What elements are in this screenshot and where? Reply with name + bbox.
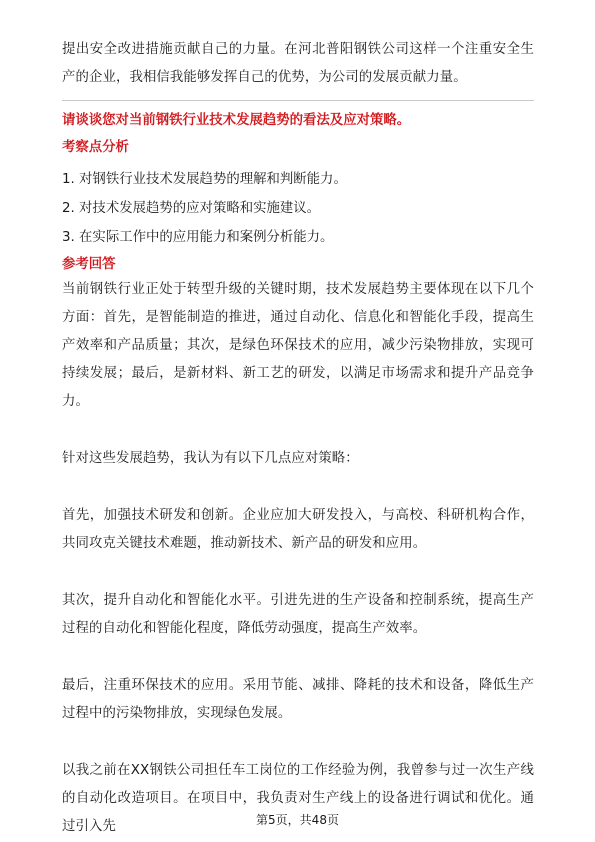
analysis-item-1: 1. 对钢铁行业技术发展趋势的理解和判断能力。 — [62, 172, 347, 187]
analysis-title: 考察点分析 — [62, 140, 129, 155]
paragraph-gap — [62, 473, 534, 502]
answer-paragraph-4: 其次，提升自动化和智能化水平。引进先进的生产设备和控制系统，提高生产过程的自动化和智能化程度，降低劳动强度，提高生产效率。 — [62, 593, 534, 636]
paragraph-gap — [62, 728, 534, 757]
question-heading: 请谈谈您对当前钢铁行业技术发展趋势的看法及应对策略。 — [62, 113, 411, 128]
answer-paragraph-1: 当前钢铁行业正处于转型升级的关键时期，技术发展趋势主要体现在以下几个方面：首先，是智能制造的推进，通过自动化、信息化和智能化手段，提高生产效率和产品质量；其次，是绿色环保技术的应用，减少污染物排放，实现可持续发展；最后，是新材料、新工艺的研发，以满足市场需求和提升产品竞争力。 — [62, 282, 534, 409]
paragraph-gap — [62, 558, 534, 587]
answer-paragraph-3: 首先，加强技术研发和创新。企业应加大研发投入，与高校、科研机构合作，共同攻克关键技术难题，推动新技术、新产品的研发和应用。 — [62, 508, 534, 551]
answer-paragraph-6: 以我之前在XX钢铁公司担任车工岗位的工作经验为例，我曾参与过一次生产线的自动化改造项目。在项目中，我负责对生产线上的设备进行调试和优化。通过引入先 — [62, 763, 534, 834]
answer-paragraph-2: 针对这些发展趋势，我认为有以下几点应对策略： — [62, 451, 359, 466]
paragraph-gap — [62, 416, 534, 445]
page-content — [62, 36, 534, 841]
analysis-item-3: 3. 在实际工作中的应用能力和案例分析能力。 — [62, 230, 334, 245]
analysis-item-2: 2. 对技术发展趋势的应对策略和实施建议。 — [62, 201, 321, 216]
answer-title: 参考回答 — [62, 257, 116, 272]
answer-paragraph-5: 最后，注重环保技术的应用。采用节能、减排、降耗的技术和设备，降低生产过程中的污染物排放，实现绿色发展。 — [62, 678, 534, 721]
intro-paragraph: 提出安全改进措施贡献自己的力量。在河北普阳钢铁公司这样一个注重安全生产的企业，我相信我能够发挥自己的优势，为公司的发展贡献力量。 — [62, 42, 534, 85]
paragraph-gap — [62, 643, 534, 672]
page-number-footer: 第5页，共48页 — [256, 813, 339, 827]
section-divider — [62, 100, 534, 101]
